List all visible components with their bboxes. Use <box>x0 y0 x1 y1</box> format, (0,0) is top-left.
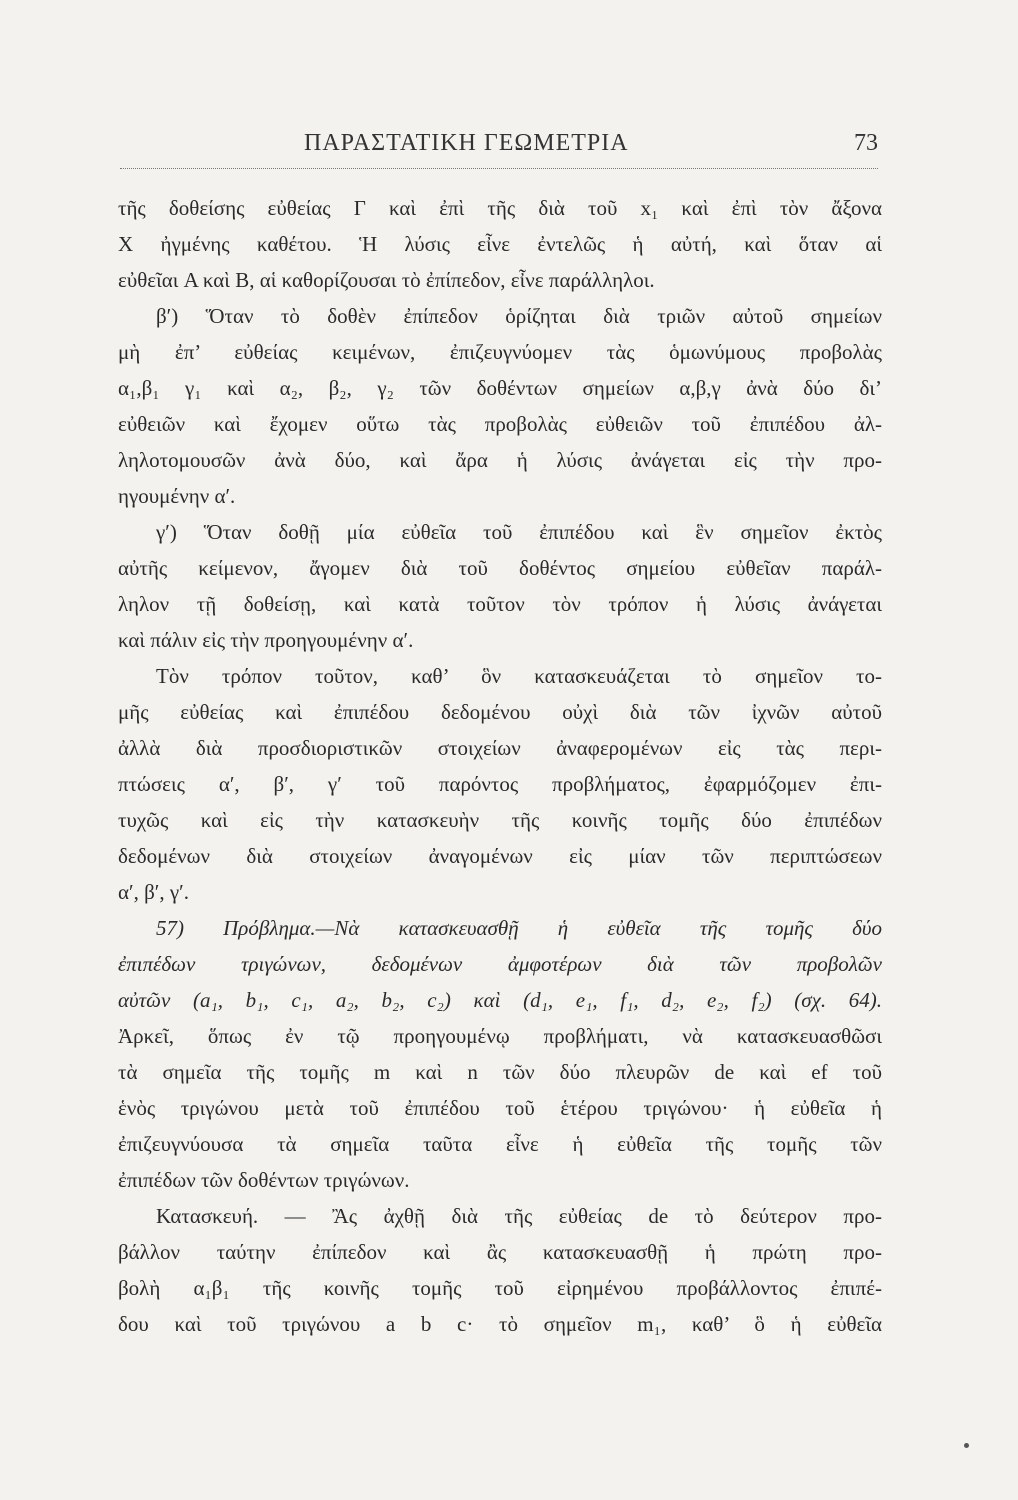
text-line: τυχῶς καὶ εἰς τὴν κατασκευὴν τῆς κοινῆς τομῆς δύο ἐπιπέδων <box>118 808 882 832</box>
page-header <box>120 128 878 169</box>
text-line: ἐπιζευγνύουσα τὰ σημεῖα ταῦτα εἶνε ἡ εὐθεῖα τῆς τομῆς τῶν <box>118 1132 882 1156</box>
text-line: Τὸν τρόπον τοῦτον, καθ’ ὃν κατασκευάζεται τὸ σημεῖον το- <box>156 664 882 688</box>
text-line: ἀλλὰ διὰ προσδιοριστικῶν στοιχείων ἀναφερομένων εἰς τὰς περι- <box>118 736 882 760</box>
text-line: τῆς δοθείσης εὐθείας Γ καὶ ἐπὶ τῆς διὰ τοῦ x₁ καὶ ἐπὶ τὸν ἄξονα <box>118 196 882 220</box>
text-line: βολὴ α₁β₁ τῆς κοινῆς τομῆς τοῦ εἰρημένου προβάλλοντος ἐπιπέ- <box>118 1276 882 1300</box>
ink-dot <box>964 1443 969 1448</box>
text-line: μὴ ἐπ’ εὐθείας κειμένων, ἐπιζευγνύομεν τὰς ὁμωνύμους προβολὰς <box>118 340 882 364</box>
text-line: ληλον τῇ δοθείσῃ, καὶ κατὰ τοῦτον τὸν τρόπον ἡ λύσις ἀνάγεται <box>118 592 882 616</box>
text-line: α′, β′, γ′. <box>118 880 189 904</box>
running-title: ΠΑΡΑΣΤΑΤΙΚΗ ΓΕΩΜΕΤΡΙΑ <box>304 130 629 156</box>
text-line: ληλοτομουσῶν ἀνὰ δύο, καὶ ἄρα ἡ λύσις ἀνάγεται εἰς τὴν προ- <box>118 448 882 472</box>
text-line: Ἀρκεῖ, ὅπως ἐν τῷ προηγουμένῳ προβλήματι, νὰ κατασκευασθῶσι <box>118 1024 882 1048</box>
text-line: Κατασκευή. — Ἂς ἀχθῇ διὰ τῆς εὐθείας de τὸ δεύτερον προ- <box>156 1204 882 1228</box>
text-line: β′) Ὅταν τὸ δοθὲν ἐπίπεδον ὁρίζηται διὰ τριῶν αὐτοῦ σημείων <box>156 304 882 328</box>
text-line: ἑνὸς τριγώνου μετὰ τοῦ ἐπιπέδου τοῦ ἑτέρου τριγώνου· ἡ εὐθεῖα ἡ <box>118 1096 882 1120</box>
text-line: τὰ σημεῖα τῆς τομῆς m καὶ n τῶν δύο πλευρῶν de καὶ ef τοῦ <box>118 1060 882 1084</box>
text-line: γ′) Ὅταν δοθῇ μία εὐθεῖα τοῦ ἐπιπέδου καὶ ἓν σημεῖον ἐκτὸς <box>156 520 882 544</box>
problem-heading-line: 57) Πρόβλημα.—Νὰ κατασκευασθῇ ἡ εὐθεῖα τῆς τομῆς δύο <box>156 916 882 940</box>
text-line: δου καὶ τοῦ τριγώνου a b c· τὸ σημεῖον m₁, καθ’ ὃ ἡ εὐθεῖα <box>118 1312 882 1336</box>
text-line: α₁,β₁ γ₁ καὶ α₂, β₂, γ₂ τῶν δοθέντων σημείων α,β,γ ἀνὰ δύο δι’ <box>118 376 882 400</box>
page-body <box>118 190 882 1342</box>
text-line: μῆς εὐθείας καὶ ἐπιπέδου δεδομένου οὐχὶ διὰ τῶν ἰχνῶν αὐτοῦ <box>118 700 882 724</box>
text-line: εὐθεῖαι A καὶ B, αἱ καθορίζουσαι τὸ ἐπίπεδον, εἶνε παράλληλοι. <box>118 268 655 292</box>
text-line: αὐτῆς κείμενον, ἄγομεν διὰ τοῦ δοθέντος σημείου εὐθεῖαν παράλ- <box>118 556 882 580</box>
text-line: ηγουμένην α′. <box>118 484 236 508</box>
text-line: δεδομένων διὰ στοιχείων ἀναγομένων εἰς μίαν τῶν περιπτώσεων <box>118 844 882 868</box>
text-line: ἐπιπέδων τῶν δοθέντων τριγώνων. <box>118 1168 410 1192</box>
text-line: βάλλον ταύτην ἐπίπεδον καὶ ἂς κατασκευασθῇ ἡ πρώτη προ- <box>118 1240 882 1264</box>
text-line: αὐτῶν (a₁, b₁, c₁, a₂, b₂, c₂) καὶ (d₁, e₁, f₁, d₂, e₂, f₂) (σχ. 64). <box>118 988 882 1012</box>
text-line: καὶ πάλιν εἰς τὴν προηγουμένην α′. <box>118 628 414 652</box>
page-number: 73 <box>854 130 878 156</box>
text-line: ἐπιπέδων τριγώνων, δεδομένων ἀμφοτέρων διὰ τῶν προβολῶν <box>118 952 882 976</box>
text-line: πτώσεις α′, β′, γ′ τοῦ παρόντος προβλήματος, ἐφαρμόζομεν ἐπι- <box>118 772 882 796</box>
text-line: X ἠγμένης καθέτου. Ἡ λύσις εἶνε ἐντελῶς ἡ αὐτή, καὶ ὅταν αἱ <box>118 232 882 256</box>
text-line: εὐθειῶν καὶ ἔχομεν οὕτω τὰς προβολὰς εὐθειῶν τοῦ ἐπιπέδου ἀλ- <box>118 412 882 436</box>
